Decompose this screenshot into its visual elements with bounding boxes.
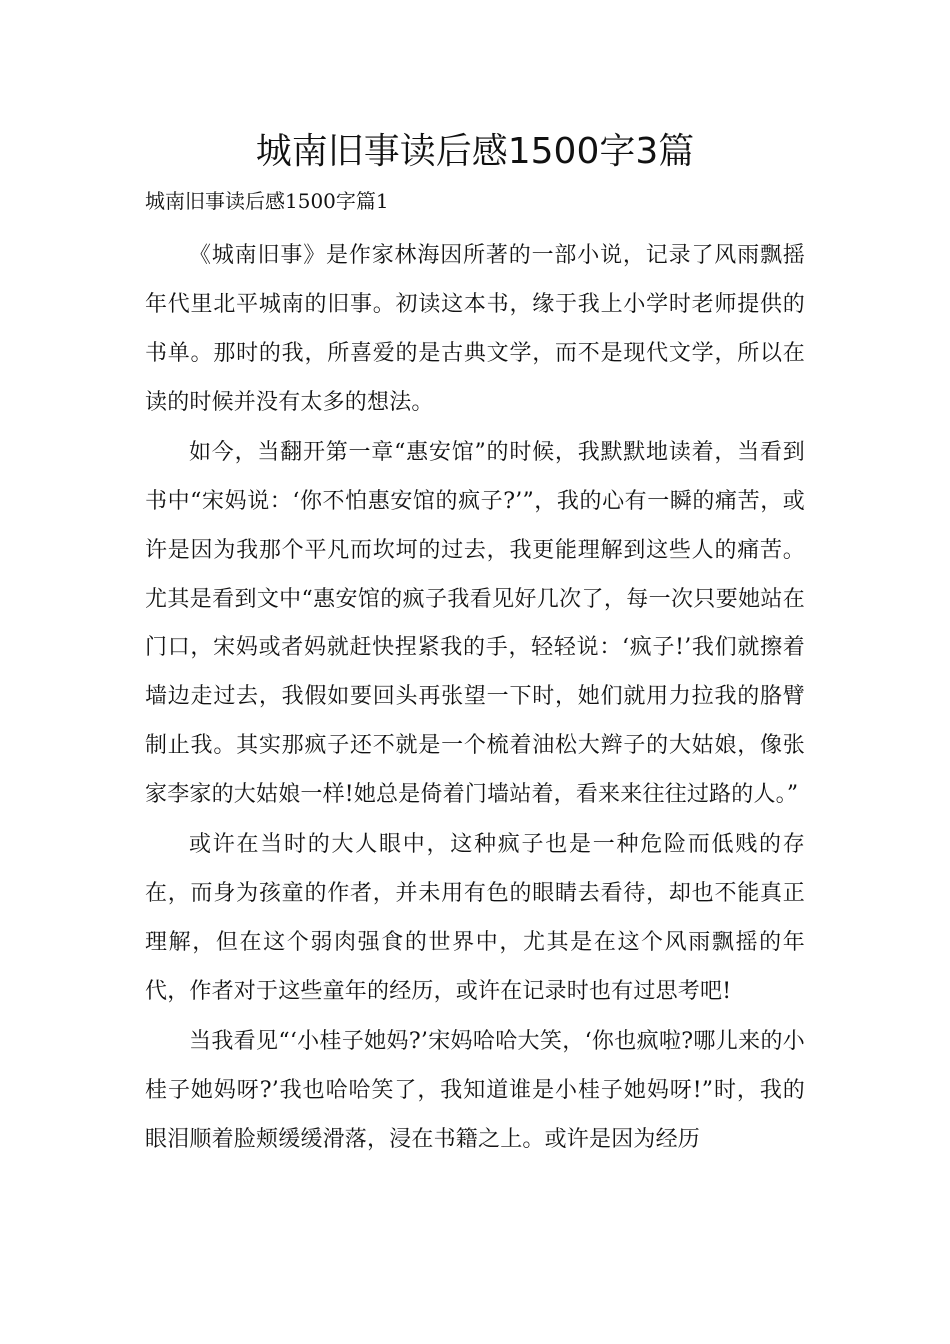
paragraph-3: 或许在当时的大人眼中，这种疯子也是一种危险而低贱的存在，而身为孩童的作者，并未用有色的眼睛去看待，却也不能真正理解，但在这个弱肉强食的世界中，尤其是在这个风雨飘摇的年代，作者对于这些童年的经历，或许在记录时也有过思考吧! <box>145 832 805 1004</box>
document-body <box>145 232 805 1166</box>
section-heading: 城南旧事读后感1500字篇1 <box>145 189 389 213</box>
paragraph-4: 当我看见“‘小桂子她妈?’宋妈哈哈大笑，‘你也疯啦?哪儿来的小桂子她妈呀?’我也哈哈笑了，我知道谁是小桂子她妈呀!”时，我的眼泪顺着脸颊缓缓滑落，浸在书籍之上。或许是因为经历 <box>145 1029 805 1152</box>
paragraph-2: 如今，当翻开第一章“惠安馆”的时候，我默默地读着，当看到书中“宋妈说：‘你不怕惠安馆的疯子?’”，我的心有一瞬的痛苦，或许是因为我那个平凡而坎坷的过去，我更能理解到这些人的痛苦。尤其是看到文中“惠安馆的疯子我看见好几次了，每一次只要她站在门口，宋妈或者妈就赶快捏紧我的手，轻轻说：‘疯子!’我们就擦着墙边走过去，我假如要回头再张望一下时，她们就用力拉我的胳臂制止我。其实那疯子还不就是一个梳着油松大辫子的大姑娘，像张家李家的大姑娘一样!她总是倚着门墙站着，看来来往往过路的人。” <box>145 439 805 808</box>
document-title: 城南旧事读后感1500字3篇 <box>255 131 695 172</box>
paragraph-1: 《城南旧事》是作家林海因所著的一部小说，记录了风雨飘摇年代里北平城南的旧事。初读这本书，缘于我上小学时老师提供的书单。那时的我，所喜爱的是古典文学，而不是现代文学，所以在读的时候并没有太多的想法。 <box>145 243 805 415</box>
